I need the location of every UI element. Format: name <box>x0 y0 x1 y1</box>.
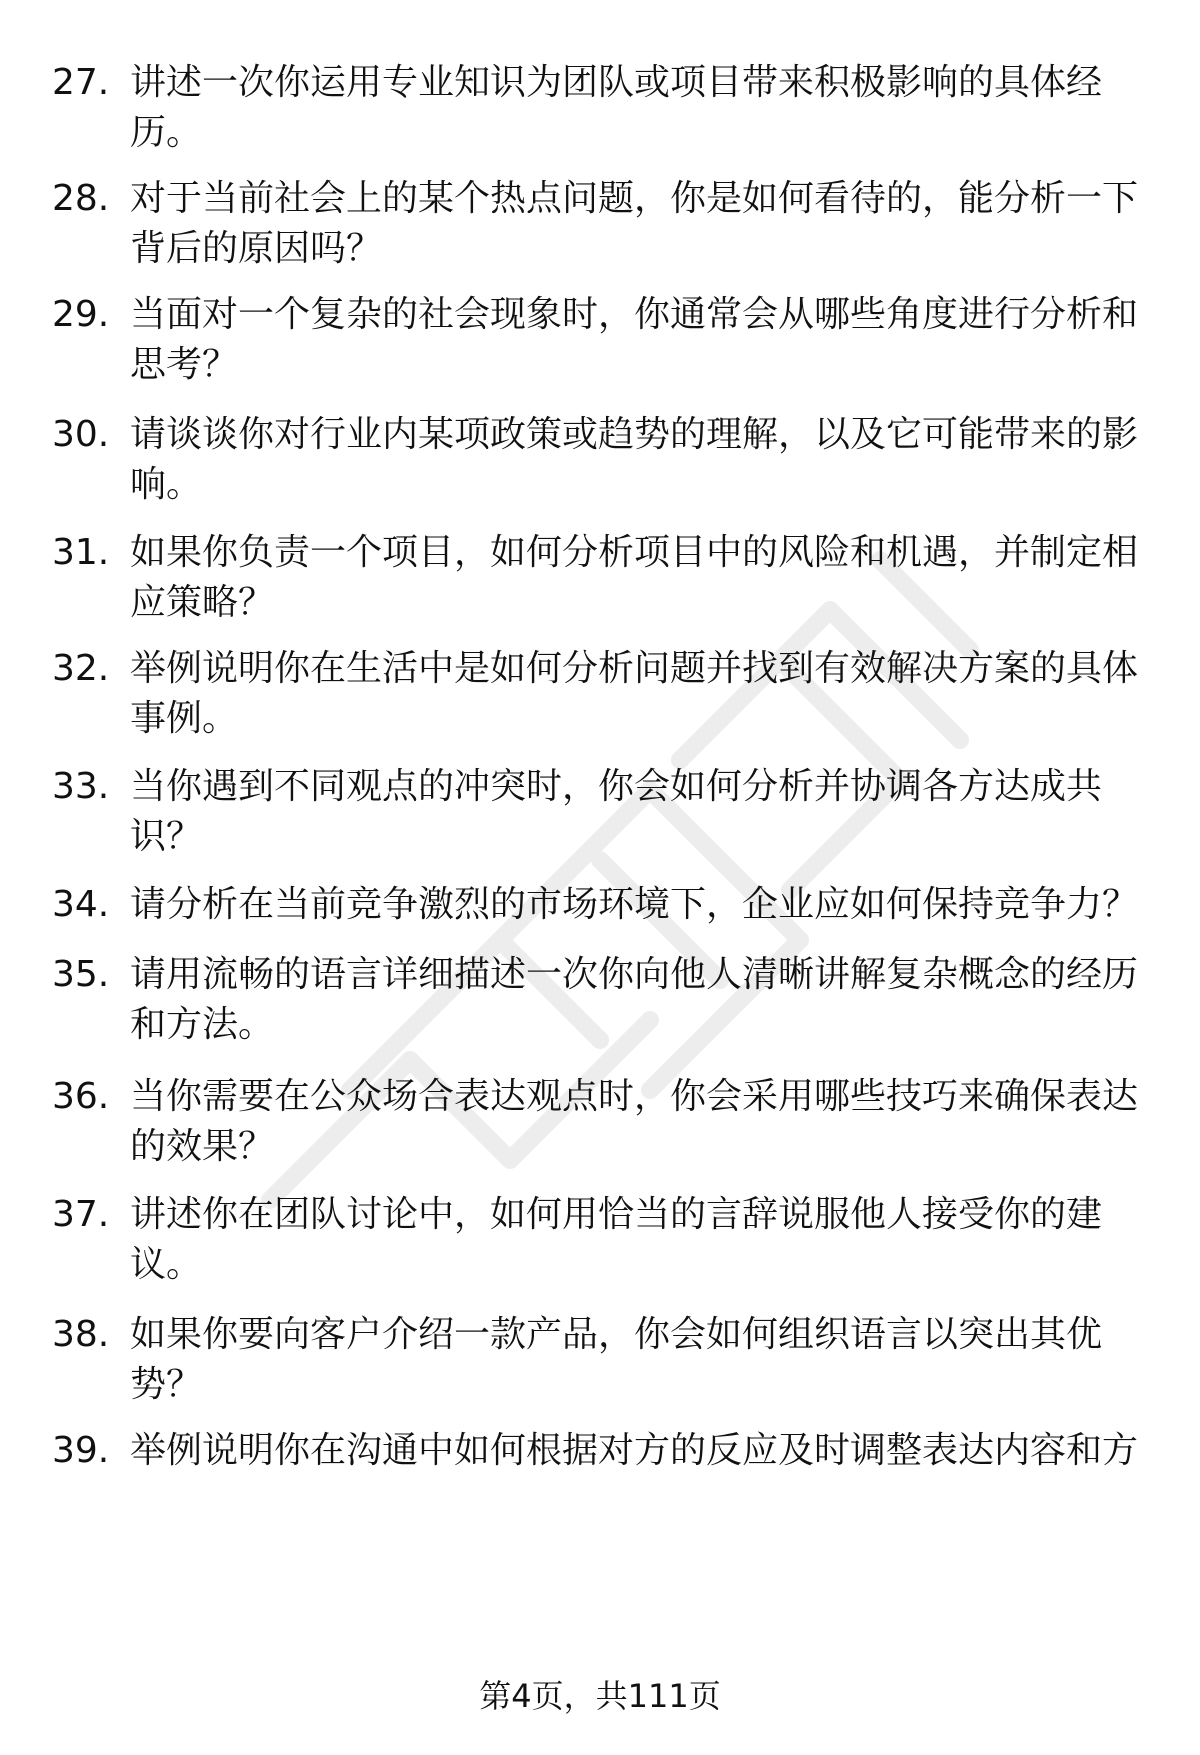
question-number: 34. <box>52 884 110 925</box>
question-text: 请谈谈你对行业内某项政策或趋势的理解，以及它可能带来的影 响。 <box>130 414 1139 505</box>
question-number: 29. <box>52 294 110 335</box>
question-item-38 <box>52 1310 1152 1430</box>
question-text: 讲述你在团队讨论中，如何用恰当的言辞说服他人接受你的建 议。 <box>130 1194 1103 1285</box>
question-number: 27. <box>52 62 110 103</box>
question-text: 当你遇到不同观点的冲突时，你会如何分析并协调各方达成共 识？ <box>130 766 1103 857</box>
question-number: 39. <box>52 1430 110 1471</box>
question-text: 举例说明你在生活中是如何分析问题并找到有效解决方案的具体 事例。 <box>130 648 1139 739</box>
question-item-33 <box>52 762 1152 882</box>
question-text: 如果你要向客户介绍一款产品，你会如何组织语言以突出其优 势？ <box>130 1314 1103 1405</box>
question-number: 37. <box>52 1194 110 1235</box>
question-item-32 <box>52 644 1152 764</box>
question-number: 28. <box>52 178 110 219</box>
question-number: 30. <box>52 414 110 455</box>
question-item-28 <box>52 174 1152 294</box>
question-number: 35. <box>52 954 110 995</box>
question-text: 当你需要在公众场合表达观点时，你会采用哪些技巧来确保表达 的效果？ <box>130 1076 1139 1167</box>
question-item-36 <box>52 1072 1152 1192</box>
question-number: 31. <box>52 532 110 573</box>
question-item-37 <box>52 1190 1152 1310</box>
question-item-39 <box>52 1426 1152 1546</box>
question-number: 32. <box>52 648 110 689</box>
question-text: 举例说明你在沟通中如何根据对方的反应及时调整表达内容和方 <box>130 1430 1139 1471</box>
question-text: 请用流畅的语言详细描述一次你向他人清晰讲解复杂概念的经历 和方法。 <box>130 954 1139 1045</box>
question-number: 33. <box>52 766 110 807</box>
question-number: 38. <box>52 1314 110 1355</box>
question-number: 36. <box>52 1076 110 1117</box>
question-text: 请分析在当前竞争激烈的市场环境下，企业应如何保持竞争力？ <box>130 884 1139 925</box>
question-text: 如果你负责一个项目，如何分析项目中的风险和机遇，并制定相 应策略？ <box>130 532 1139 623</box>
page-number-footer: 第4页，共111页 <box>479 1677 721 1715</box>
question-text: 讲述一次你运用专业知识为团队或项目带来积极影响的具体经 历。 <box>130 62 1103 153</box>
question-item-29 <box>52 290 1152 410</box>
question-text: 对于当前社会上的某个热点问题，你是如何看待的，能分析一下 背后的原因吗？ <box>130 178 1139 269</box>
question-item-27 <box>52 58 1152 178</box>
question-text: 当面对一个复杂的社会现象时，你通常会从哪些角度进行分析和 思考？ <box>130 294 1139 385</box>
question-item-35 <box>52 950 1152 1070</box>
question-item-30 <box>52 410 1152 530</box>
question-item-31 <box>52 528 1152 648</box>
